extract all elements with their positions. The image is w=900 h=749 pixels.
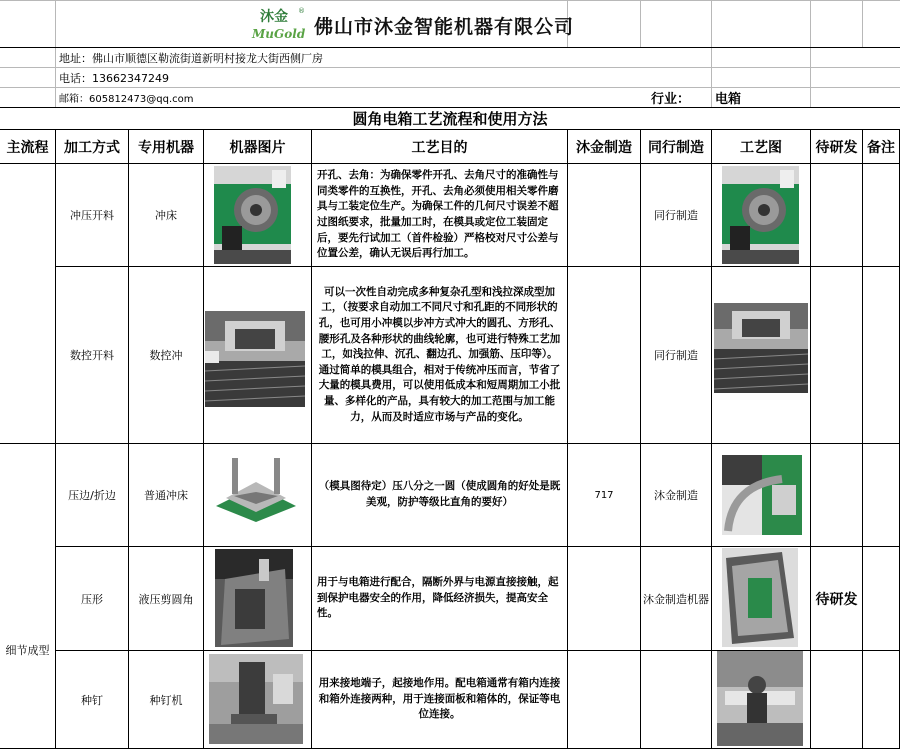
header-mujin-made: 沐金制造 (576, 139, 632, 156)
header-machine: 专用机器 (138, 139, 194, 156)
industry-label: 行业： (651, 92, 691, 107)
row3-purpose: 用于与电箱进行配合，隔断外界与电源直接接触，起到保护电器安全的作用，降低经济损失，提高安全性。 (317, 576, 559, 620)
row2-mujin: 717 (594, 489, 614, 501)
header-peer-made: 同行制造 (648, 139, 704, 156)
row2-method: 压边/折边 (68, 489, 116, 502)
header-pending-rd: 待研发 (815, 139, 858, 156)
header-remarks: 备注 (867, 139, 895, 156)
process-diagram-press-edge (722, 455, 802, 535)
group-detail-forming: 细节成型 (5, 644, 50, 657)
row2-purpose: （模具图待定）压八分之一圆（使成圆角的好处是既美观，防护等级比直角的要好） (318, 480, 561, 508)
row4-purpose: 用来接地端子，起接地作用。配电箱通常有箱内连接和箱外连接两种，用于连接面板和箱体的，保证等电位连接。 (318, 677, 561, 721)
header-method: 加工方式 (64, 139, 120, 156)
address-text: 地址：佛山市顺德区勒流街道新明村接龙大街西侧厂房 (59, 51, 323, 65)
logo-script-text: MuGold (252, 27, 306, 41)
row0-peer: 同行制造 (654, 209, 698, 222)
logo-registered-mark: ® (298, 7, 305, 15)
process-diagram-stud (717, 651, 803, 746)
process-diagram-cnc (714, 303, 808, 393)
row1-machine: 数控冲 (149, 349, 183, 362)
process-diagram-punch (722, 166, 799, 264)
cnc-punch-photo (205, 311, 305, 407)
row3-pending: 待研发 (815, 591, 858, 608)
row0-method: 冲压开料 (70, 209, 114, 222)
header-process-diagram: 工艺图 (740, 139, 782, 156)
logo-chinese-text: 沐金 (260, 9, 288, 25)
header-purpose: 工艺目的 (411, 139, 468, 156)
row1-method: 数控开料 (70, 349, 114, 362)
header-main-process: 主流程 (6, 139, 49, 156)
press-die-photo (212, 456, 300, 524)
row2-peer: 沐金制造 (654, 489, 698, 502)
row2-machine: 普通冲床 (144, 489, 188, 502)
header-machine-photo: 机器图片 (229, 139, 286, 156)
row0-purpose: 开孔、去角：为确保零件开孔、去角尺寸的准确性与同类零件的互换性，开孔、去角必须使用相关零件磨具与工装定位生产。为确保工件的几何尺寸误差不超过图纸要求，批量加工时，在模具或定位工装固定后，要先行试加工（首件检验）严格校对尺寸公差与位置公差，确认无误后再行加工。 (317, 169, 559, 260)
stud-welding-machine-photo (209, 654, 303, 744)
phone-text: 电话：13662347249 (59, 71, 169, 85)
row4-machine: 种钉机 (149, 693, 183, 707)
email-text: 邮箱：605812473@qq.com (59, 94, 194, 105)
company-logo (250, 4, 312, 44)
company-name: 佛山市沐金智能机器有限公司 (314, 16, 575, 38)
process-diagram-forming (722, 548, 798, 647)
row4-method: 种钉 (81, 693, 103, 707)
page-title: 圆角电箱工艺流程和使用方法 (352, 110, 548, 128)
row3-method: 压形 (81, 592, 103, 606)
row1-purpose: 可以一次性自动完成多种复杂孔型和浅拉深成型加工，（按要求自动加工不同尺寸和孔距的不同形状的孔，也可用小冲模以步冲方式冲大的圆孔、方形孔、腰形孔及各种形状的曲线轮廓，也可进行特殊工艺加工，如浅拉伸、沉孔、翻边孔、加强筋、压印等）。通过简单的模具组合，相对于传统冲压而言，节省了大量的模具费用，可以使用低成本和短周期加工小批量、多样化的产品，具有较大的加工范围与加工能力，从而及时适应市场与产品的变化。 (318, 285, 561, 423)
hydraulic-shear-photo (215, 549, 293, 647)
row3-peer: 沐金制造机器 (643, 592, 709, 606)
industry-value: 电箱 (715, 92, 742, 107)
row3-machine: 液压剪圆角 (138, 592, 194, 606)
row0-machine: 冲床 (155, 209, 177, 222)
punch-press-photo (214, 166, 291, 264)
row1-peer: 同行制造 (654, 349, 698, 362)
